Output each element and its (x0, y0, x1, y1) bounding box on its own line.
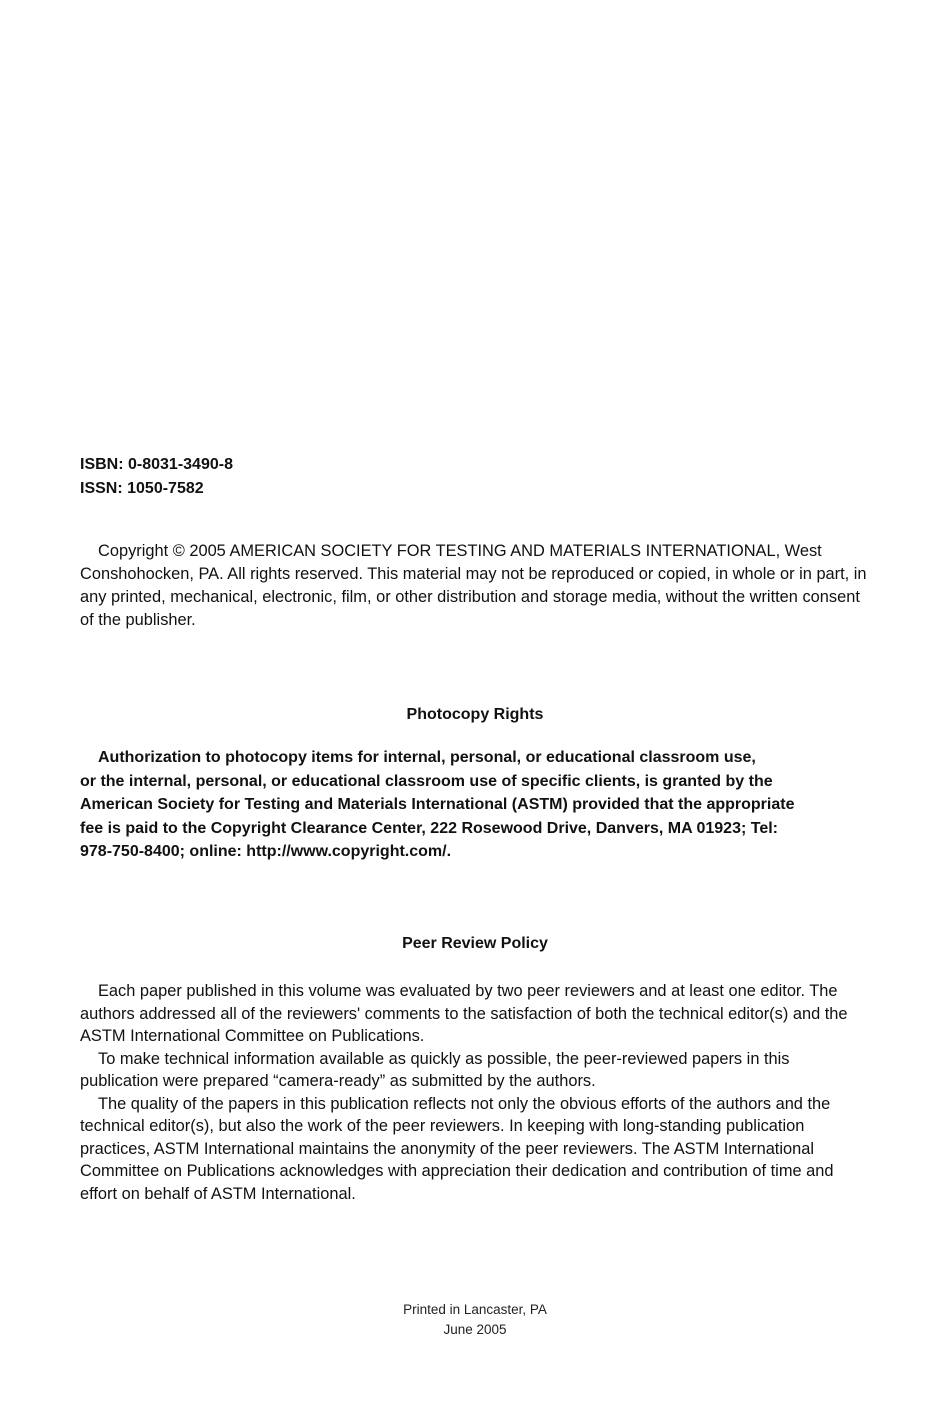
printed-date: June 2005 (443, 1322, 507, 1337)
peer-review-paragraph: The quality of the papers in this publication reflects not only the obvious efforts of the authors and the technical editor(s), but also the work of the peer reviewers. In keeping with long-standing publication practices, ASTM International maintains the anonymity of the peer reviewers. The ASTM International Committee on Publications acknowledges with appreciation their dedication and contribution of time and effort on behalf of ASTM International. (80, 1094, 834, 1203)
photocopy-line: Authorization to photocopy items for internal, personal, or educational classroom use, (98, 749, 756, 766)
photocopy-rights-heading: Photocopy Rights (406, 706, 544, 723)
printing-info (0, 1300, 950, 1340)
peer-review-heading: Peer Review Policy (402, 935, 548, 952)
photocopy-line: or the internal, personal, or educational classroom use of specific clients, is granted by the (80, 772, 773, 790)
peer-review-body (80, 980, 870, 1205)
peer-review-paragraph: To make technical information available as quickly as possible, the peer-reviewed papers in this publication were prepared “camera-ready” as submitted by the authors. (80, 1049, 790, 1090)
photocopy-line: American Society for Testing and Materials International (ASTM) provided that the appropriate (80, 796, 795, 813)
printed-location: Printed in Lancaster, PA (403, 1302, 547, 1317)
photocopy-line: fee is paid to the Copyright Clearance Center, 222 Rosewood Drive, Danvers, MA 01923; Tel: (80, 819, 778, 837)
photocopy-line: 978-750-8400; online: http://www.copyright.com/. (80, 843, 452, 860)
peer-review-paragraph: Each paper published in this volume was evaluated by two peer reviewers and at least one editor. The authors addressed all of the reviewers' comments to the satisfaction of both the technical editor(s) and the ASTM International Committee on Publications. (80, 982, 848, 1045)
identifiers-block (80, 453, 233, 501)
isbn-text: ISBN: 0-8031-3490-8 (80, 456, 233, 473)
photocopy-rights-body (80, 746, 875, 864)
copyright-notice (80, 540, 870, 632)
issn-text: ISSN: 1050-7582 (80, 480, 204, 497)
copyright-text: Copyright © 2005 AMERICAN SOCIETY FOR TESTING AND MATERIALS INTERNATIONAL, West Conshohocken, PA. All rights reserved. This material may not be reproduced or copied, in whole or in part, in any printed, mechanical, electronic, film, or other distribution and storage media, without the written consent of the publisher. (80, 542, 867, 629)
